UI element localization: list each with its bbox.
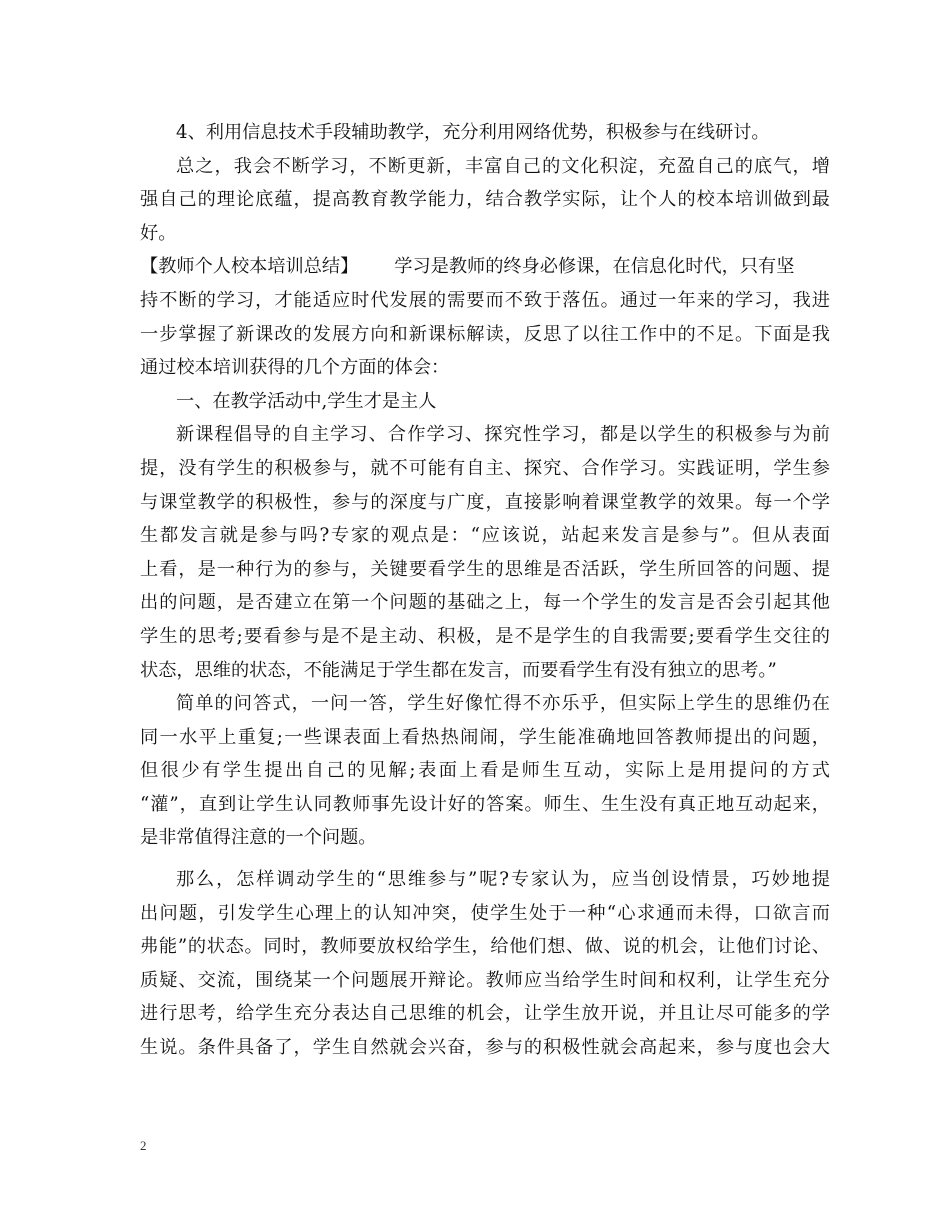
text-line: 强自己的理论底蕴，提高教育教学能力，结合教学实际，让个人的校本培训做到最 [140, 189, 830, 211]
paragraph-training-summary [140, 250, 830, 384]
text-line: 状态，思维的状态，不能满足于学生都在发言，而要看学生有没有独立的思考。” [140, 659, 777, 681]
text-line: 同一水平上重复;一些课表面上看热热闹闹，学生能准确地回答教师提出的问题， [140, 726, 830, 748]
text-line: “灌”，直到让学生认同教师事先设计好的答案。师生、生生没有真正地互动起来， [140, 793, 830, 815]
paragraph-thinking-participation [140, 863, 830, 1065]
text-line: 4、利用信息技术手段辅助教学，充分利用网络优势，积极参与在线研讨。 [176, 122, 770, 143]
subheading-line: 一、在教学活动中,学生才是主人 [176, 390, 437, 412]
paragraph-tech-assist [140, 116, 830, 150]
heading-trailing-text: 学习是教师的终身必修课，在信息化时代，只有坚 [394, 256, 795, 278]
text-line: 生都发言就是参与吗?专家的观点是：“应该说，站起来发言是参与”。但从表面 [140, 525, 830, 547]
text-line: 通过校本培训获得的几个方面的体会： [140, 357, 450, 379]
text-line: 与课堂教学的积极性，参与的深度与广度，直接影响着课堂教学的效果。每一个学 [140, 491, 830, 513]
text-line: 弗能”的状态。同时，教师要放权给学生，给他们想、做、说的机会，让他们讨论、 [140, 936, 830, 958]
text-line: 上看，是一种行为的参与，关键要看学生的思维是否活跃，学生所回答的问题、提 [140, 558, 830, 580]
text-line: 一步掌握了新课改的发展方向和新课标解读，反思了以往工作中的不足。下面是我 [140, 323, 830, 345]
paragraph-qa-style [140, 687, 830, 855]
paragraph-spacer [140, 855, 830, 863]
text-line: 生说。条件具备了，学生自然就会兴奋，参与的积极性就会高起来，参与度也会大 [140, 1037, 830, 1059]
text-line: 是非常值得注意的一个问题。 [140, 827, 377, 849]
page-number: 2 [140, 1138, 147, 1153]
text-line: 持不断的学习，才能适应时代发展的需要而不致于落伍。通过一年来的学习，我进 [140, 289, 830, 311]
paragraph-summary [140, 150, 830, 251]
text-line: 出的问题，是否建立在第一个问题的基础之上，每一个学生的发言是否会引起其他 [140, 592, 830, 614]
text-line [140, 250, 830, 284]
text-line: 好。 [140, 222, 177, 244]
text-line: 进行思考，给学生充分表达自己思维的机会，让学生放开说，并且让尽可能多的学 [140, 1003, 830, 1025]
document-page [140, 116, 830, 1065]
text-line: 质疑、交流，围绕某一个问题展开辩论。教师应当给学生时间和权利，让学生充分 [140, 969, 830, 991]
section-heading: 【教师个人校本培训总结】 [140, 256, 359, 278]
paragraph-subheading [140, 385, 830, 419]
text-line: 那么，怎样调动学生的“思维参与”呢?专家认为，应当创设情景，巧妙地提 [176, 869, 830, 891]
text-line: 总之，我会不断学习，不断更新，丰富自己的文化积淀，充盈自己的底气，增 [176, 155, 830, 177]
text-line: 新课程倡导的自主学习、合作学习、探究性学习，都是以学生的积极参与为前 [176, 424, 830, 446]
text-line: 简单的问答式，一问一答，学生好像忙得不亦乐乎，但实际上学生的思维仍在 [176, 693, 830, 715]
text-line: 但很少有学生提出自己的见解;表面上看是师生互动，实际上是用提问的方式 [140, 760, 830, 782]
text-line: 出问题，引发学生心理上的认知冲突，使学生处于一种“心求通而未得，口欲言而 [140, 902, 830, 924]
text-line: 学生的思考;要看参与是不是主动、积极，是不是学生的自我需要;要看学生交往的 [140, 625, 830, 647]
text-line: 提，没有学生的积极参与，就不可能有自主、探究、合作学习。实践证明，学生参 [140, 457, 830, 479]
paragraph-new-curriculum [140, 418, 830, 687]
